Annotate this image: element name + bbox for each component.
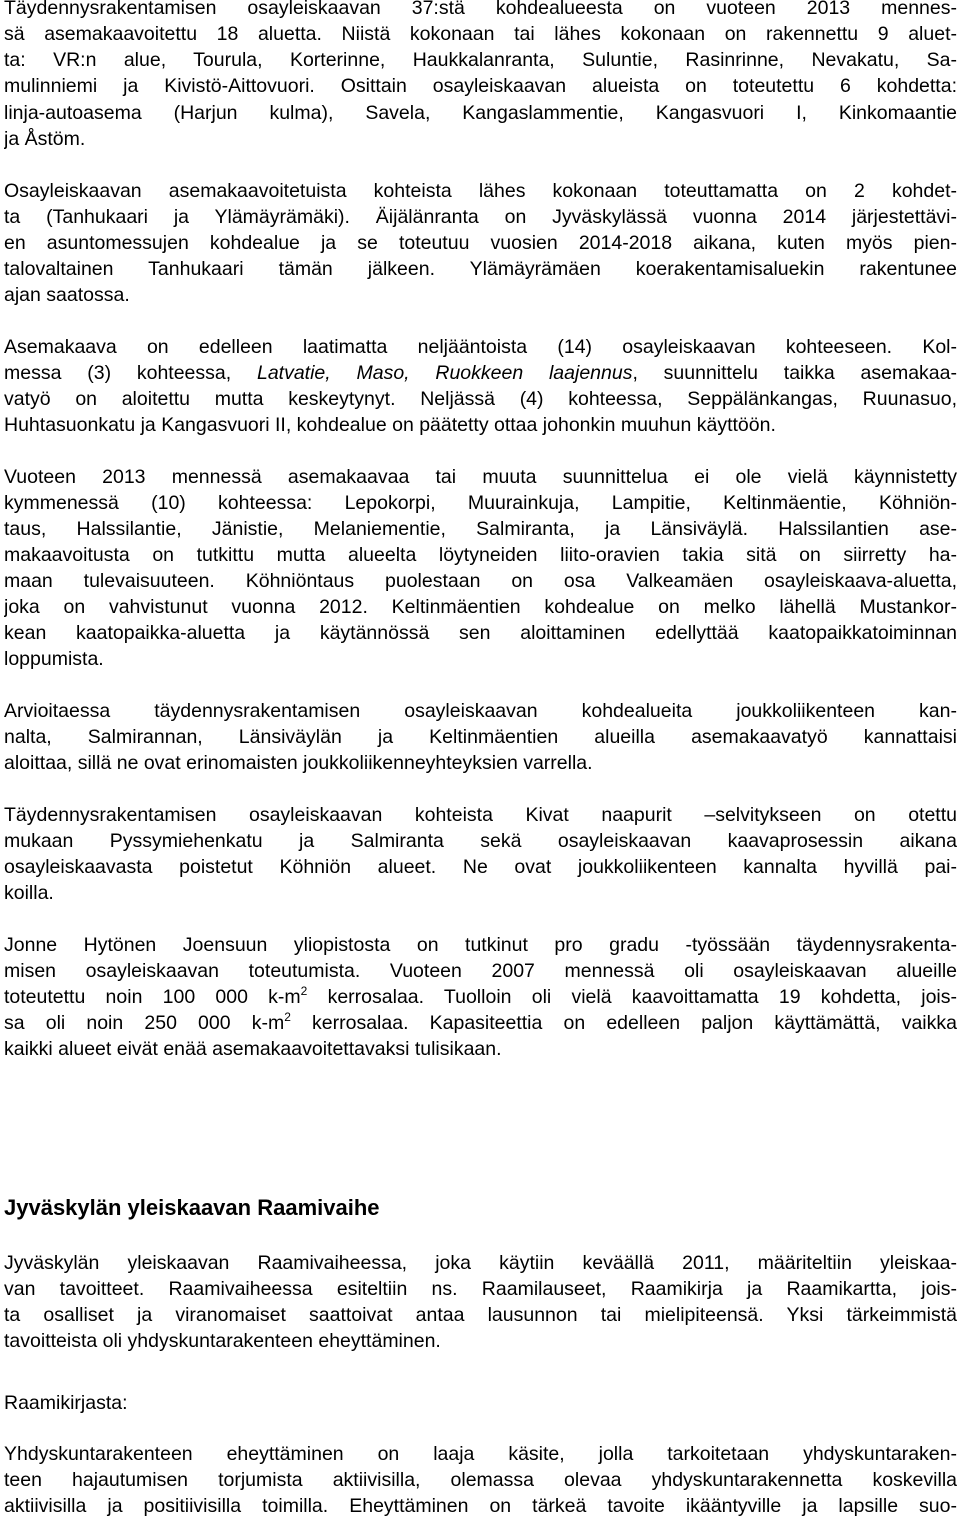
text-line: en asuntomessujen kohdealue ja se toteutuu vuosien 2014-2018 aikana, kuten myös pien- (4, 232, 957, 254)
text-line: osayleiskaavasta poistetut Köhniön alueet. Ne ovat joukkoliikenteen kannalta hyvillä pai- (4, 856, 957, 878)
text-line: nalta, Salmirannan, Länsiväylän ja Keltinmäentien alueilla asemakaavatyö kannattaisi (4, 726, 957, 748)
text-line (4, 1010, 957, 1036)
text-line: Huhtasuonkatu ja Kangasvuori II, kohdealue on päätetty ottaa johonkin muuhun käyttöön. (4, 414, 776, 436)
text-line: mukaan Pyssymiehenkatu ja Salmiranta sekä osayleiskaavan kaavaprosessin aikana (4, 830, 957, 852)
text-line: vatyö on aloitettu mutta keskeytynyt. Neljässä (4) kohteessa, Seppälänkangas, Ruunasuo, (4, 388, 957, 410)
text-line: ta osalliset ja viranomaiset saattoivat antaa lausunnon tai mielipiteensä. Yksi tärkeimmistä (4, 1304, 957, 1326)
text-line: loppumista. (4, 648, 104, 670)
text-line: kymmenessä (10) kohteessa: Lepokorpi, Muurainkuja, Lampitie, Keltinmäentie, Köhniön- (4, 492, 957, 514)
text-line: ta (Tanhukaari ja Ylämäyrämäki). Äijälänranta on Jyväskylässä vuonna 2014 järjestettävi- (4, 206, 957, 228)
italic-place-names: Latvatie, Maso, Ruokkeen laajennus (256, 362, 633, 384)
superscript: 2 (284, 1010, 291, 1024)
text-run: messa (3) kohteessa, (4, 362, 257, 384)
text-line: koilla. (4, 882, 54, 904)
text-line: kaikki alueet eivät enää asemakaavoitettavaksi tulisikaan. (4, 1038, 502, 1060)
text-line: talovaltainen Tanhukaari tämän jälkeen. Ylämäyrämäen koerakentamisaluekin rakentunee (4, 258, 957, 280)
text-line: linja-autoasema (Harjun kulma), Savela, Kangaslammentie, Kangasvuori I, Kinkomaantie (4, 102, 957, 124)
superscript: 2 (300, 984, 308, 998)
text-line: ta: VR:n alue, Tourula, Korterinne, Haukkalanranta, Suluntie, Rasinrinne, Nevakatu, Sa- (4, 49, 957, 71)
text-line (4, 984, 957, 1010)
text-line: Vuoteen 2013 mennessä asemakaavaa tai muuta suunnittelua ei ole vielä käynnistetty (4, 466, 957, 488)
text-run: toteutettu noin 100 000 k-m (4, 986, 301, 1008)
text-run: kerrosalaa. Kapasiteettia on edelleen paljon käyttämättä, vaikka (290, 1012, 957, 1034)
text-line: mulinniemi ja Kivistö-Aittovuori. Osittain osayleiskaavan alueista on toteutettu 6 kohdetta: (4, 75, 957, 97)
text-line: joka on vahvistunut vuonna 2012. Keltinmäentien kohdealue on melko lähellä Mustankor- (4, 596, 957, 618)
text-line: misen osayleiskaavan toteutumista. Vuoteen 2007 mennessä oli osayleiskaavan alueille (4, 960, 957, 982)
subheading: Raamikirjasta: (4, 1392, 128, 1414)
text-line: makaavoitusta on tutkittu mutta alueelta löytyneiden liito-oravien takia sitä on siirretty ha- (4, 544, 957, 566)
text-line: sä asemakaavoitettu 18 aluetta. Niistä kokonaan tai lähes kokonaan on rakennettu 9 aluet- (4, 23, 957, 45)
text-line: ja Åstöm. (4, 128, 86, 150)
text-run: kerrosalaa. Tuolloin oli vielä kaavoittamatta 19 kohdetta, jois- (307, 986, 957, 1008)
section-heading: Jyväskylän yleiskaavan Raamivaihe (4, 1195, 380, 1220)
text-line: ajan saatossa. (4, 284, 130, 306)
text-line: Arvioitaessa täydennysrakentamisen osayleiskaavan kohdealueita joukkoliikenteen kan- (4, 700, 957, 722)
text-line: teen hajautumisen torjumista aktiivisilla, olemassa olevaa yhdyskuntarakennetta koskevilla (4, 1469, 957, 1491)
text-line: Täydennysrakentamisen osayleiskaavan kohteista Kivat naapurit –selvitykseen on otettu (4, 804, 957, 826)
text-line: Yhdyskuntarakenteen eheyttäminen on laaja käsite, jolla tarkoitetaan yhdyskuntaraken- (4, 1443, 957, 1465)
text-line (4, 360, 957, 386)
text-line: Osayleiskaavan asemakaavoitetuista kohteista lähes kokonaan toteuttamatta on 2 kohdet- (4, 180, 957, 202)
text-line: Jonne Hytönen Joensuun yliopistosta on tutkinut pro gradu -työssään täydennysrakenta- (4, 934, 957, 956)
text-line: Jyväskylän yleiskaavan Raamivaiheessa, joka käytiin keväällä 2011, määriteltiin yleiskaa- (4, 1252, 957, 1274)
text-line: tavoitteista oli yhdyskuntarakenteen eheyttäminen. (4, 1330, 441, 1352)
text-line: aktiivisilla ja positiivisilla toimilla. Eheyttäminen on tärkeä tavoite ikääntyville ja lapsille suo- (4, 1495, 957, 1517)
text-line: taus, Halssilantie, Jänistie, Melaniementie, Salmiranta, ja Länsiväylä. Halssilantien ase- (4, 518, 957, 540)
text-line: kean kaatopaikka-aluetta ja käytännössä sen aloittaminen edellyttää kaatopaikkatoiminnan (4, 622, 957, 644)
text-line: aloittaa, sillä ne ovat erinomaisten joukkoliikenneyhteyksien varrella. (4, 752, 593, 774)
text-run: , suunnittelu taikka asemakaa- (632, 362, 957, 384)
text-line: Asemakaava on edelleen laatimatta neljääntoista (14) osayleiskaavan kohteeseen. Kol- (4, 336, 957, 358)
text-line: Täydennysrakentamisen osayleiskaavan 37:stä kohdealueesta on vuoteen 2013 mennes- (4, 0, 957, 19)
text-run: sa oli noin 250 000 k-m (4, 1012, 285, 1034)
text-line: maan tulevaisuuteen. Köhniöntaus puolestaan on osa Valkeamäen osayleiskaava-aluetta, (4, 570, 957, 592)
text-line: van tavoitteet. Raamivaiheessa esiteltiin ns. Raamilauseet, Raamikirja ja Raamikartta, jois- (4, 1278, 957, 1300)
